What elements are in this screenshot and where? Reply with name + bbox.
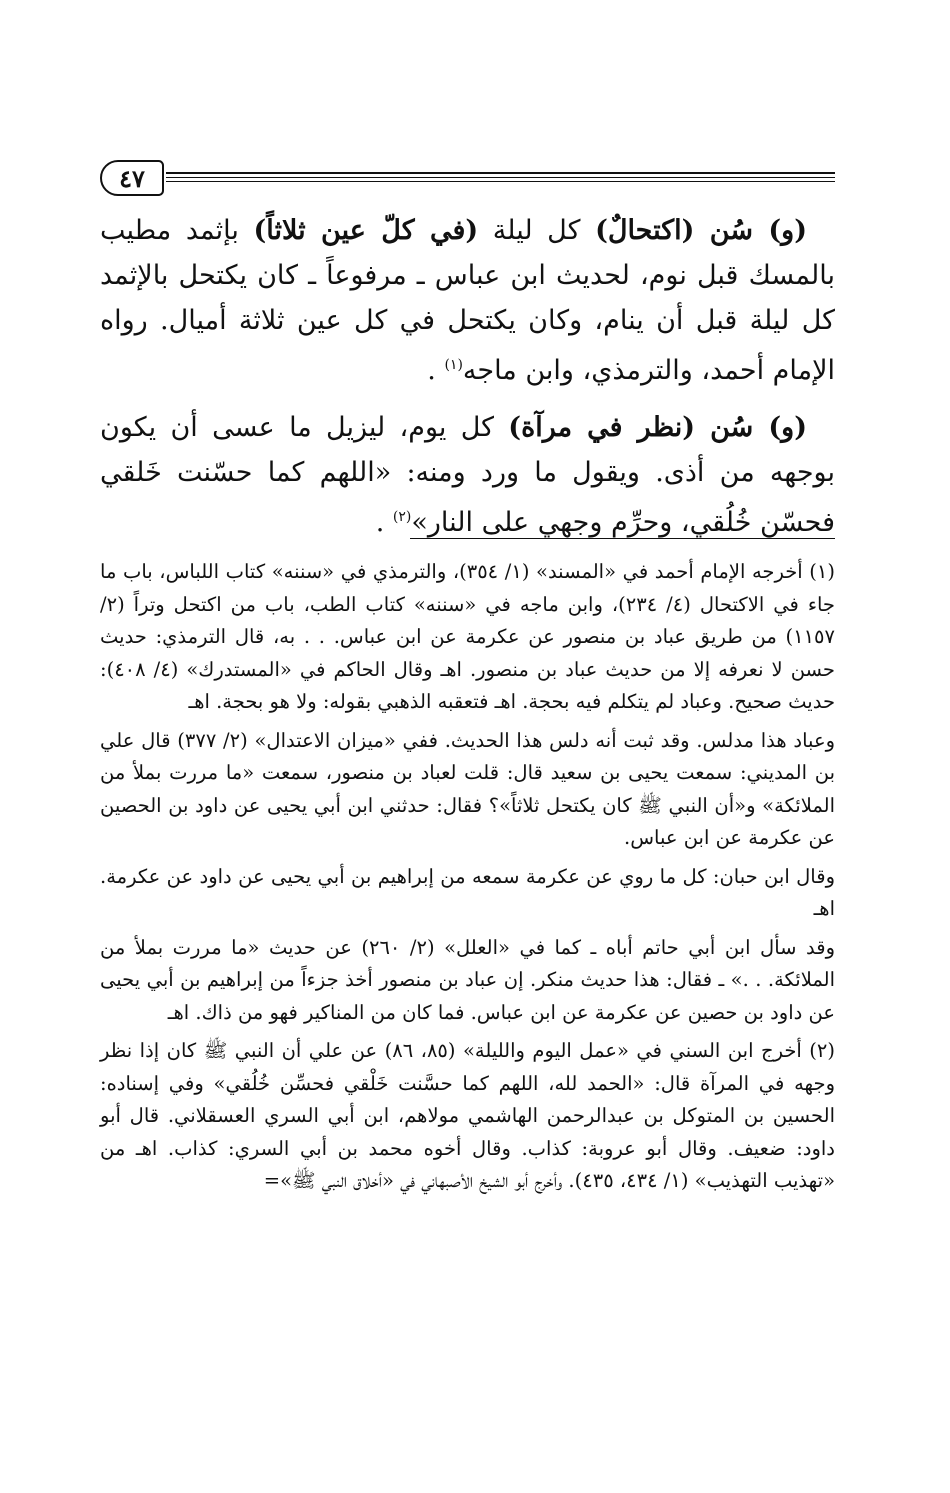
- footnote-1-continued: وقال ابن حبان: كل ما روي عن عكرمة سمعه من إبراهيم بن أبي يحيى عن داود عن عكرمة. اهـ: [100, 864, 835, 920]
- footnote-2: (٢) أخرج ابن السني في «عمل اليوم والليلة» (٨٥، ٨٦) عن علي أن النبي ﷺ كان إذا نظر وجهه في المرآة قال: «الحمد لله، اللهم كما حسَّنت خَلْقي فحسِّن خُلُقي» وفي إسناده: الحسين بن المتوكل بن عبدالرحمن الهاشمي مولاهم، ابن أبي السري العسقلاني. قال أبو داود: ضعيف. وقال أبو عروبة: كذاب. وقال أخوه محمد بن أبي السري: كذاب. اهـ من «تهذيب التهذيب» (١/ ٤٣٤، ٤٣٥). وأخرج أبو الشيخ الأصبهاني في «أخلاق النبي ﷺ»=: [100, 1039, 835, 1192]
- page-header: [100, 160, 835, 200]
- para-text: كل ليلة: [478, 215, 596, 246]
- header-rule: [166, 172, 835, 174]
- footnote-ref-2[interactable]: (٢): [392, 509, 412, 525]
- page-number: ٤٧: [100, 160, 164, 196]
- footnote-separator: [410, 538, 835, 539]
- para-text: بإثمد مطيب بالمسك قبل نوم، لحديث ابن عباس ـ مرفوعاً ـ كان يكتحل بالإثمد كل ليلة قبل أن ينام، وكان يكتحل في كل عين ثلاثة أميال. رواه الإمام أحمد، والترمذي، وابن ماجه: [100, 215, 835, 386]
- term-mirror: (نظر في مرآة): [508, 412, 696, 443]
- main-paragraph-mirror: [100, 405, 835, 545]
- para-text: كل يوم، ليزيل ما عسى أن يكون بوجهه من أذى. ويقول ما ورد ومنه: «اللهم كما حسّنت خَلقي فحسّن خُلُقي، وحرِّم وجهي على النار»: [100, 412, 835, 538]
- para-lead: (و) سُن: [695, 412, 807, 443]
- header-rule: [166, 177, 835, 178]
- main-paragraph-kohl: [100, 208, 835, 393]
- para-end: .: [427, 355, 445, 386]
- para-lead: (و) سُن: [694, 215, 807, 246]
- para-end: .: [375, 507, 393, 538]
- term-three-each-eye: (في كلّ عين ثلاثاً): [253, 215, 479, 246]
- header-rule: [166, 181, 835, 182]
- footnote-ref-1[interactable]: (١): [444, 357, 463, 373]
- main-text: [100, 208, 835, 557]
- footnote-1-continued: وقد سأل ابن أبي حاتم أباه ـ كما في «العلل» (٢/ ٢٦٠) عن حديث «ما مررت بملأ من الملائكة. . .» ـ فقال: هذا حديث منكر. إن عباد بن منصور أخذ جزءاً من إبراهيم بن أبي يحيى عن داود بن حصين عن عكرمة عن ابن عباس. فما كان من المناكير فهو من ذاك. اهـ: [100, 935, 835, 1024]
- footnote-1: (١) أخرجه الإمام أحمد في «المسند» (١/ ٣٥٤)، والترمذي في «سننه» كتاب اللباس، باب ما جاء في الاكتحال (٤/ ٢٣٤)، وابن ماجه في «سننه» كتاب الطب، باب من اكتحل وتراً (٢/ ١١٥٧) من طريق عباد بن منصور عن عكرمة عن ابن عباس. . . به، قال الترمذي: حديث حسن لا نعرفه إلا من حديث عباد بن منصور. اهـ وقال الحاكم في «المستدرك» (٤/ ٤٠٨): حديث صحيح. وعباد لم يتكلم فيه بحجة. اهـ فتعقبه الذهبي بقوله: ولا هو بحجة. اهـ: [100, 560, 835, 713]
- term-kohl: (اكتحالٌ): [595, 215, 695, 246]
- footnote-1-continued: وعباد هذا مدلس. وقد ثبت أنه دلس هذا الحديث. ففي «ميزان الاعتدال» (٢/ ٣٧٧) قال علي بن المديني: سمعت يحيى بن سعيد قال: قلت لعباد بن منصور، سمعت «ما مررت بملأ من الملائكة» و«أن النبي ﷺ كان يكتحل ثلاثاً»؟ فقال: حدثني ابن أبي يحيى عن داود بن الحصين عن عكرمة عن ابن عباس.: [100, 728, 835, 849]
- footnotes: [100, 556, 835, 1204]
